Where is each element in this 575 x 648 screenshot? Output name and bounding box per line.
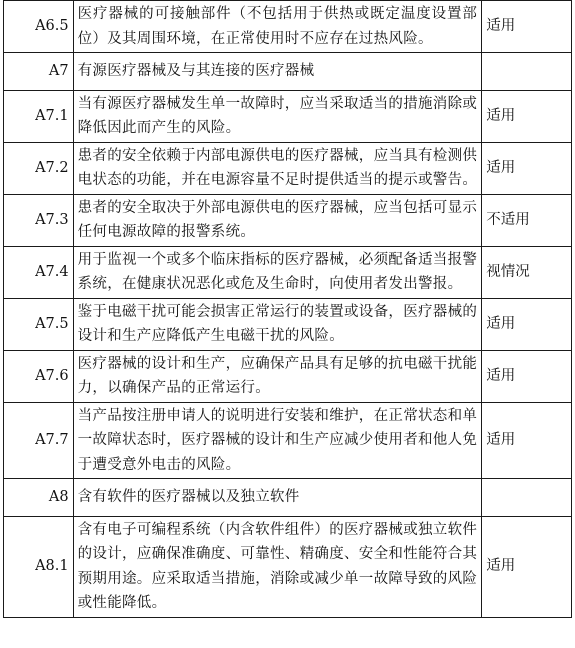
requirements-table-body: [4, 1, 572, 618]
clause-code: A8.1: [4, 516, 74, 617]
clause-text: 用于监视一个或多个临床指标的医疗器械，必须配备适当报警系统，在健康状况恶化或危及生命时，向使用者发出警报。: [73, 246, 482, 298]
clause-code: A7.7: [4, 402, 74, 479]
clause-code: A7.6: [4, 350, 74, 402]
table-row: [4, 142, 572, 194]
applicability: 适用: [482, 516, 572, 617]
clause-code: A7.5: [4, 298, 74, 350]
clause-code: A6.5: [4, 1, 74, 53]
clause-text: 含有电子可编程系统（内含软件组件）的医疗器械或独立软件的设计，应确保准确度、可靠性、精确度、安全和性能符合其预期用途。应采取适当措施，消除或减少单一故障导致的风险或性能降低。: [73, 516, 482, 617]
applicability: 适用: [482, 402, 572, 479]
table-row: [4, 194, 572, 246]
applicability: 适用: [482, 142, 572, 194]
clause-text: 患者的安全依赖于内部电源供电的医疗器械，应当具有检测供电状态的功能，并在电源容量不足时提供适当的提示或警告。: [73, 142, 482, 194]
clause-text: 患者的安全取决于外部电源供电的医疗器械，应当包括可显示任何电源故障的报警系统。: [73, 194, 482, 246]
table-row: [4, 402, 572, 479]
applicability: 视情况: [482, 246, 572, 298]
clause-text: 鉴于电磁干扰可能会损害正常运行的装置或设备，医疗器械的设计和生产应降低产生电磁干扰的风险。: [73, 298, 482, 350]
applicability: 适用: [482, 90, 572, 142]
clause-code: A8: [4, 479, 74, 517]
table-row: [4, 298, 572, 350]
clause-text: 有源医疗器械及与其连接的医疗器械: [73, 53, 482, 91]
table-row: [4, 1, 572, 53]
table-row: [4, 479, 572, 517]
table-row: [4, 350, 572, 402]
applicability: 适用: [482, 350, 572, 402]
clause-code: A7: [4, 53, 74, 91]
requirements-table: [3, 0, 572, 618]
clause-code: A7.4: [4, 246, 74, 298]
table-row: [4, 53, 572, 91]
table-row: [4, 516, 572, 617]
applicability: [482, 479, 572, 517]
applicability: 不适用: [482, 194, 572, 246]
applicability: [482, 53, 572, 91]
applicability: 适用: [482, 298, 572, 350]
clause-text: 当有源医疗器械发生单一故障时，应当采取适当的措施消除或降低因此而产生的风险。: [73, 90, 482, 142]
clause-text: 当产品按注册申请人的说明进行安装和维护，在正常状态和单一故障状态时，医疗器械的设计和生产应减少使用者和他人免于遭受意外电击的风险。: [73, 402, 482, 479]
clause-text: 医疗器械的可接触部件（不包括用于供热或既定温度设置部位）及其周围环境，在正常使用时不应存在过热风险。: [73, 1, 482, 53]
applicability: 适用: [482, 1, 572, 53]
table-row: [4, 246, 572, 298]
clause-text: 医疗器械的设计和生产，应确保产品具有足够的抗电磁干扰能力，以确保产品的正常运行。: [73, 350, 482, 402]
table-row: [4, 90, 572, 142]
clause-code: A7.1: [4, 90, 74, 142]
clause-text: 含有软件的医疗器械以及独立软件: [73, 479, 482, 517]
clause-code: A7.2: [4, 142, 74, 194]
clause-code: A7.3: [4, 194, 74, 246]
